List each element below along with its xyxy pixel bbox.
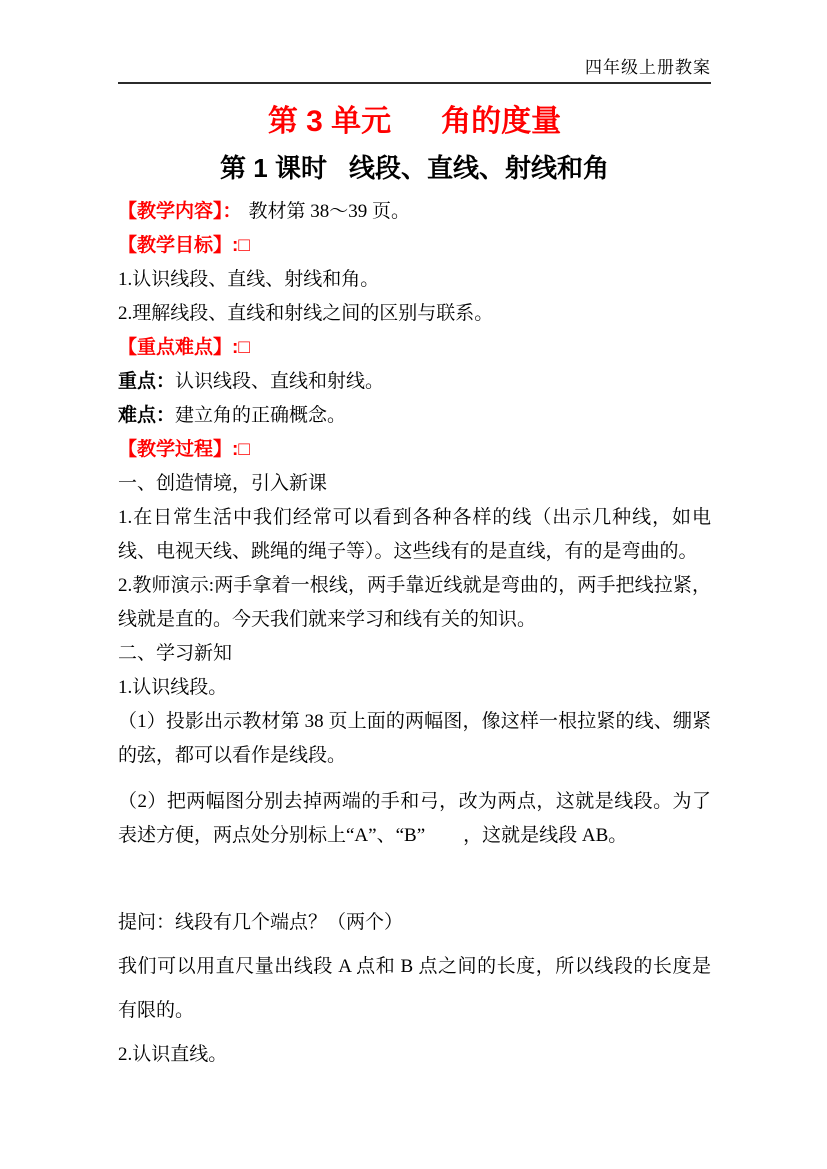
teaching-content-text: 教材第 38～39 页。	[248, 201, 411, 222]
key-points-heading: 【重点难点】:□	[118, 337, 250, 358]
teaching-goals-line	[118, 229, 711, 263]
page-header-label: 四年级上册教案	[585, 58, 711, 77]
teaching-goals-heading: 【教学目标】:□	[118, 235, 250, 256]
process-heading: 【教学过程】:□	[118, 439, 250, 460]
document-content	[118, 92, 711, 1077]
process-line	[118, 433, 711, 467]
teaching-content-line	[118, 195, 711, 229]
lesson-number: 第 1 课时	[220, 153, 327, 183]
difficult-point-label: 难点：	[118, 405, 176, 426]
document-body	[118, 195, 711, 1077]
question-paragraph: 提问：线段有几个端点？（两个）	[118, 912, 404, 933]
process-paragraph: 1.认识线段。	[118, 677, 228, 698]
key-point-label: 重点：	[118, 371, 176, 392]
key-point-text: 认识线段、直线和射线。	[175, 371, 385, 392]
unit-name: 角的度量	[441, 105, 562, 138]
process-paragraph: 1.在日常生活中我们经常可以看到各种各样的线（出示几种线，如电线、电视天线、跳绳的绳子等）。这些线有的是直线，有的是弯曲的。	[118, 507, 711, 562]
process-step-learn-title: 二、学习新知	[118, 643, 233, 664]
next-topic-paragraph: 2.认识直线。	[118, 1044, 228, 1065]
process-paragraph: （2）把两幅图分别去掉两端的手和弓，改为两点，这就是线段。为了表述方便，两点处分别标上“A”、“B” ，这就是线段 AB。	[118, 791, 711, 846]
segment-section	[118, 901, 711, 1077]
lesson-name: 线段、直线、射线和角	[348, 153, 609, 183]
explanation-paragraph: 我们可以用直尺量出线段 A 点和 B 点之间的长度，所以线段的长度是有限的。	[118, 956, 711, 1021]
lesson-title	[118, 150, 711, 186]
difficult-point-line	[118, 399, 711, 433]
header-divider	[118, 82, 711, 84]
goal-item-1: 1.认识线段、直线、射线和角。	[118, 269, 380, 290]
goal-item-2: 2.理解线段、直线和射线之间的区别与联系。	[118, 303, 494, 324]
process-paragraph: （1）投影出示教材第 38 页上面的两幅图，像这样一根拉紧的线、绷紧的弦，都可以看作是线段。	[118, 711, 711, 766]
teaching-content-heading: 【教学内容】：	[118, 201, 242, 222]
key-point-line	[118, 365, 711, 399]
key-points-line	[118, 331, 711, 365]
process-step-intro-title: 一、创造情境，引入新课	[118, 473, 328, 494]
unit-number: 第 3 单元	[267, 105, 392, 138]
unit-title	[118, 102, 711, 142]
difficult-point-text: 建立角的正确概念。	[175, 405, 347, 426]
process-paragraph: 2.教师演示:两手拿着一根线，两手靠近线就是弯曲的，两手把线拉紧，线就是直的。今天我们就来学习和线有关的知识。	[118, 575, 711, 630]
